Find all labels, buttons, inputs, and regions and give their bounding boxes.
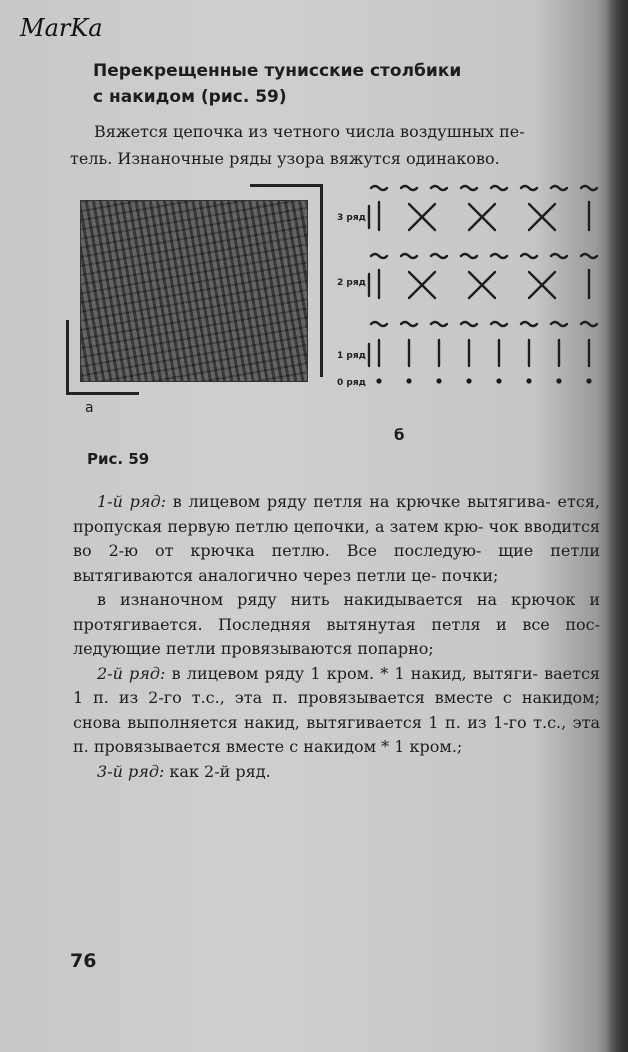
row-2-text: в лицевом ряду 1 кром. * 1 накид, вытяги- вается 1 п. из 2-го т.с., эта п. провязывается вместе с накидом; снова выполняется накид, вытягивается 1 п. из 1-го т.с., эта п. провязывается вместе с накидом * 1 кром.; [73, 663, 601, 756]
scheme-tilde [551, 322, 567, 326]
scheme-chain-dot [556, 378, 561, 383]
row-1-text: в лицевом ряду петля на крючке вытягива- ется, пропуская первую петлю цепочки, а затем крю- чок вводится во 2-ю от крючка петлю. Все последую- щие петли вытягиваются аналогично через петли це- почки; [73, 492, 601, 585]
scheme-tilde [461, 186, 477, 190]
scheme-tilde [521, 254, 537, 258]
book-spine-shadow [606, 0, 628, 1052]
scheme-tilde [461, 322, 477, 326]
scheme-row-label-1: 1 ряд [337, 351, 366, 361]
intro-paragraph [70, 118, 595, 172]
scheme-chain-dot [436, 378, 441, 383]
scheme-tilde [521, 186, 537, 190]
scheme-tilde [431, 254, 447, 258]
row-1-lead: 1-й ряд: [97, 492, 166, 511]
watermark: MarKa [20, 14, 103, 42]
section-heading [93, 58, 533, 110]
row-3-text: как 2-й ряд. [164, 761, 271, 781]
intro-line-1: Вяжется цепочка из четного числа воздушных пе- [94, 122, 525, 141]
scheme-tilde [581, 254, 597, 258]
scheme-tilde [401, 322, 417, 326]
intro-line-2: тель. Изнаночные ряды узора вяжутся одинаково. [70, 149, 500, 168]
page-number: 76 [70, 950, 97, 972]
row-2-lead: 2-й ряд: [97, 663, 166, 683]
scheme-tilde [431, 322, 447, 326]
scheme-tilde [581, 322, 597, 326]
scheme-chain-dot [406, 378, 411, 383]
instruction-row-3 [73, 760, 600, 785]
row-3-lead: 3-й ряд: [97, 761, 165, 781]
scheme-tilde [371, 186, 387, 190]
scheme-tilde [521, 322, 537, 326]
knitted-sample-photo [80, 200, 308, 382]
scheme-tilde [461, 254, 477, 258]
scheme-tilde [491, 322, 507, 326]
instruction-row-1-purl: в изнаночном ряду нить накидывается на крючок и протягивается. Последняя вытянутая петля и все пос- ледующие петли провязываются попарно; [73, 590, 600, 658]
scheme-tilde [551, 254, 567, 258]
scheme-chain-dot [586, 378, 591, 383]
scheme-cross [529, 272, 555, 298]
instruction-row-1 [73, 490, 600, 588]
scheme-row-label-0: 0 ряд [337, 378, 366, 388]
figure-59 [60, 180, 605, 470]
scheme-cross [409, 272, 435, 298]
scheme-tilde [431, 186, 447, 190]
figure-caption: Рис. 59 [87, 450, 150, 468]
scheme-chain-dot [376, 378, 381, 383]
scheme-chain-dot [466, 378, 471, 383]
scheme-tilde [401, 254, 417, 258]
instruction-row-2 [73, 662, 600, 760]
scheme-tilde [401, 186, 417, 190]
figure-label-a: а [85, 400, 94, 416]
scheme-cross [529, 204, 555, 230]
scheme-chain-dot [496, 378, 501, 383]
stitch-scheme [335, 180, 605, 395]
heading-line-1: Перекрещенные тунисские столбики [93, 61, 462, 81]
scheme-cross [409, 204, 435, 230]
figure-label-b: б [394, 426, 405, 444]
scheme-tilde [491, 254, 507, 258]
scheme-tilde [581, 186, 597, 190]
scheme-tilde [551, 186, 567, 190]
heading-line-2: с накидом (рис. 59) [93, 87, 287, 107]
instructions-body [73, 490, 600, 784]
scheme-tilde [371, 254, 387, 258]
scheme-row-label-2: 2 ряд [337, 278, 366, 288]
scheme-tilde [371, 322, 387, 326]
scheme-chain-dot [526, 378, 531, 383]
scheme-cross [469, 204, 495, 230]
scheme-tilde [491, 186, 507, 190]
scheme-row-label-3: 3 ряд [337, 213, 366, 223]
scheme-cross [469, 272, 495, 298]
